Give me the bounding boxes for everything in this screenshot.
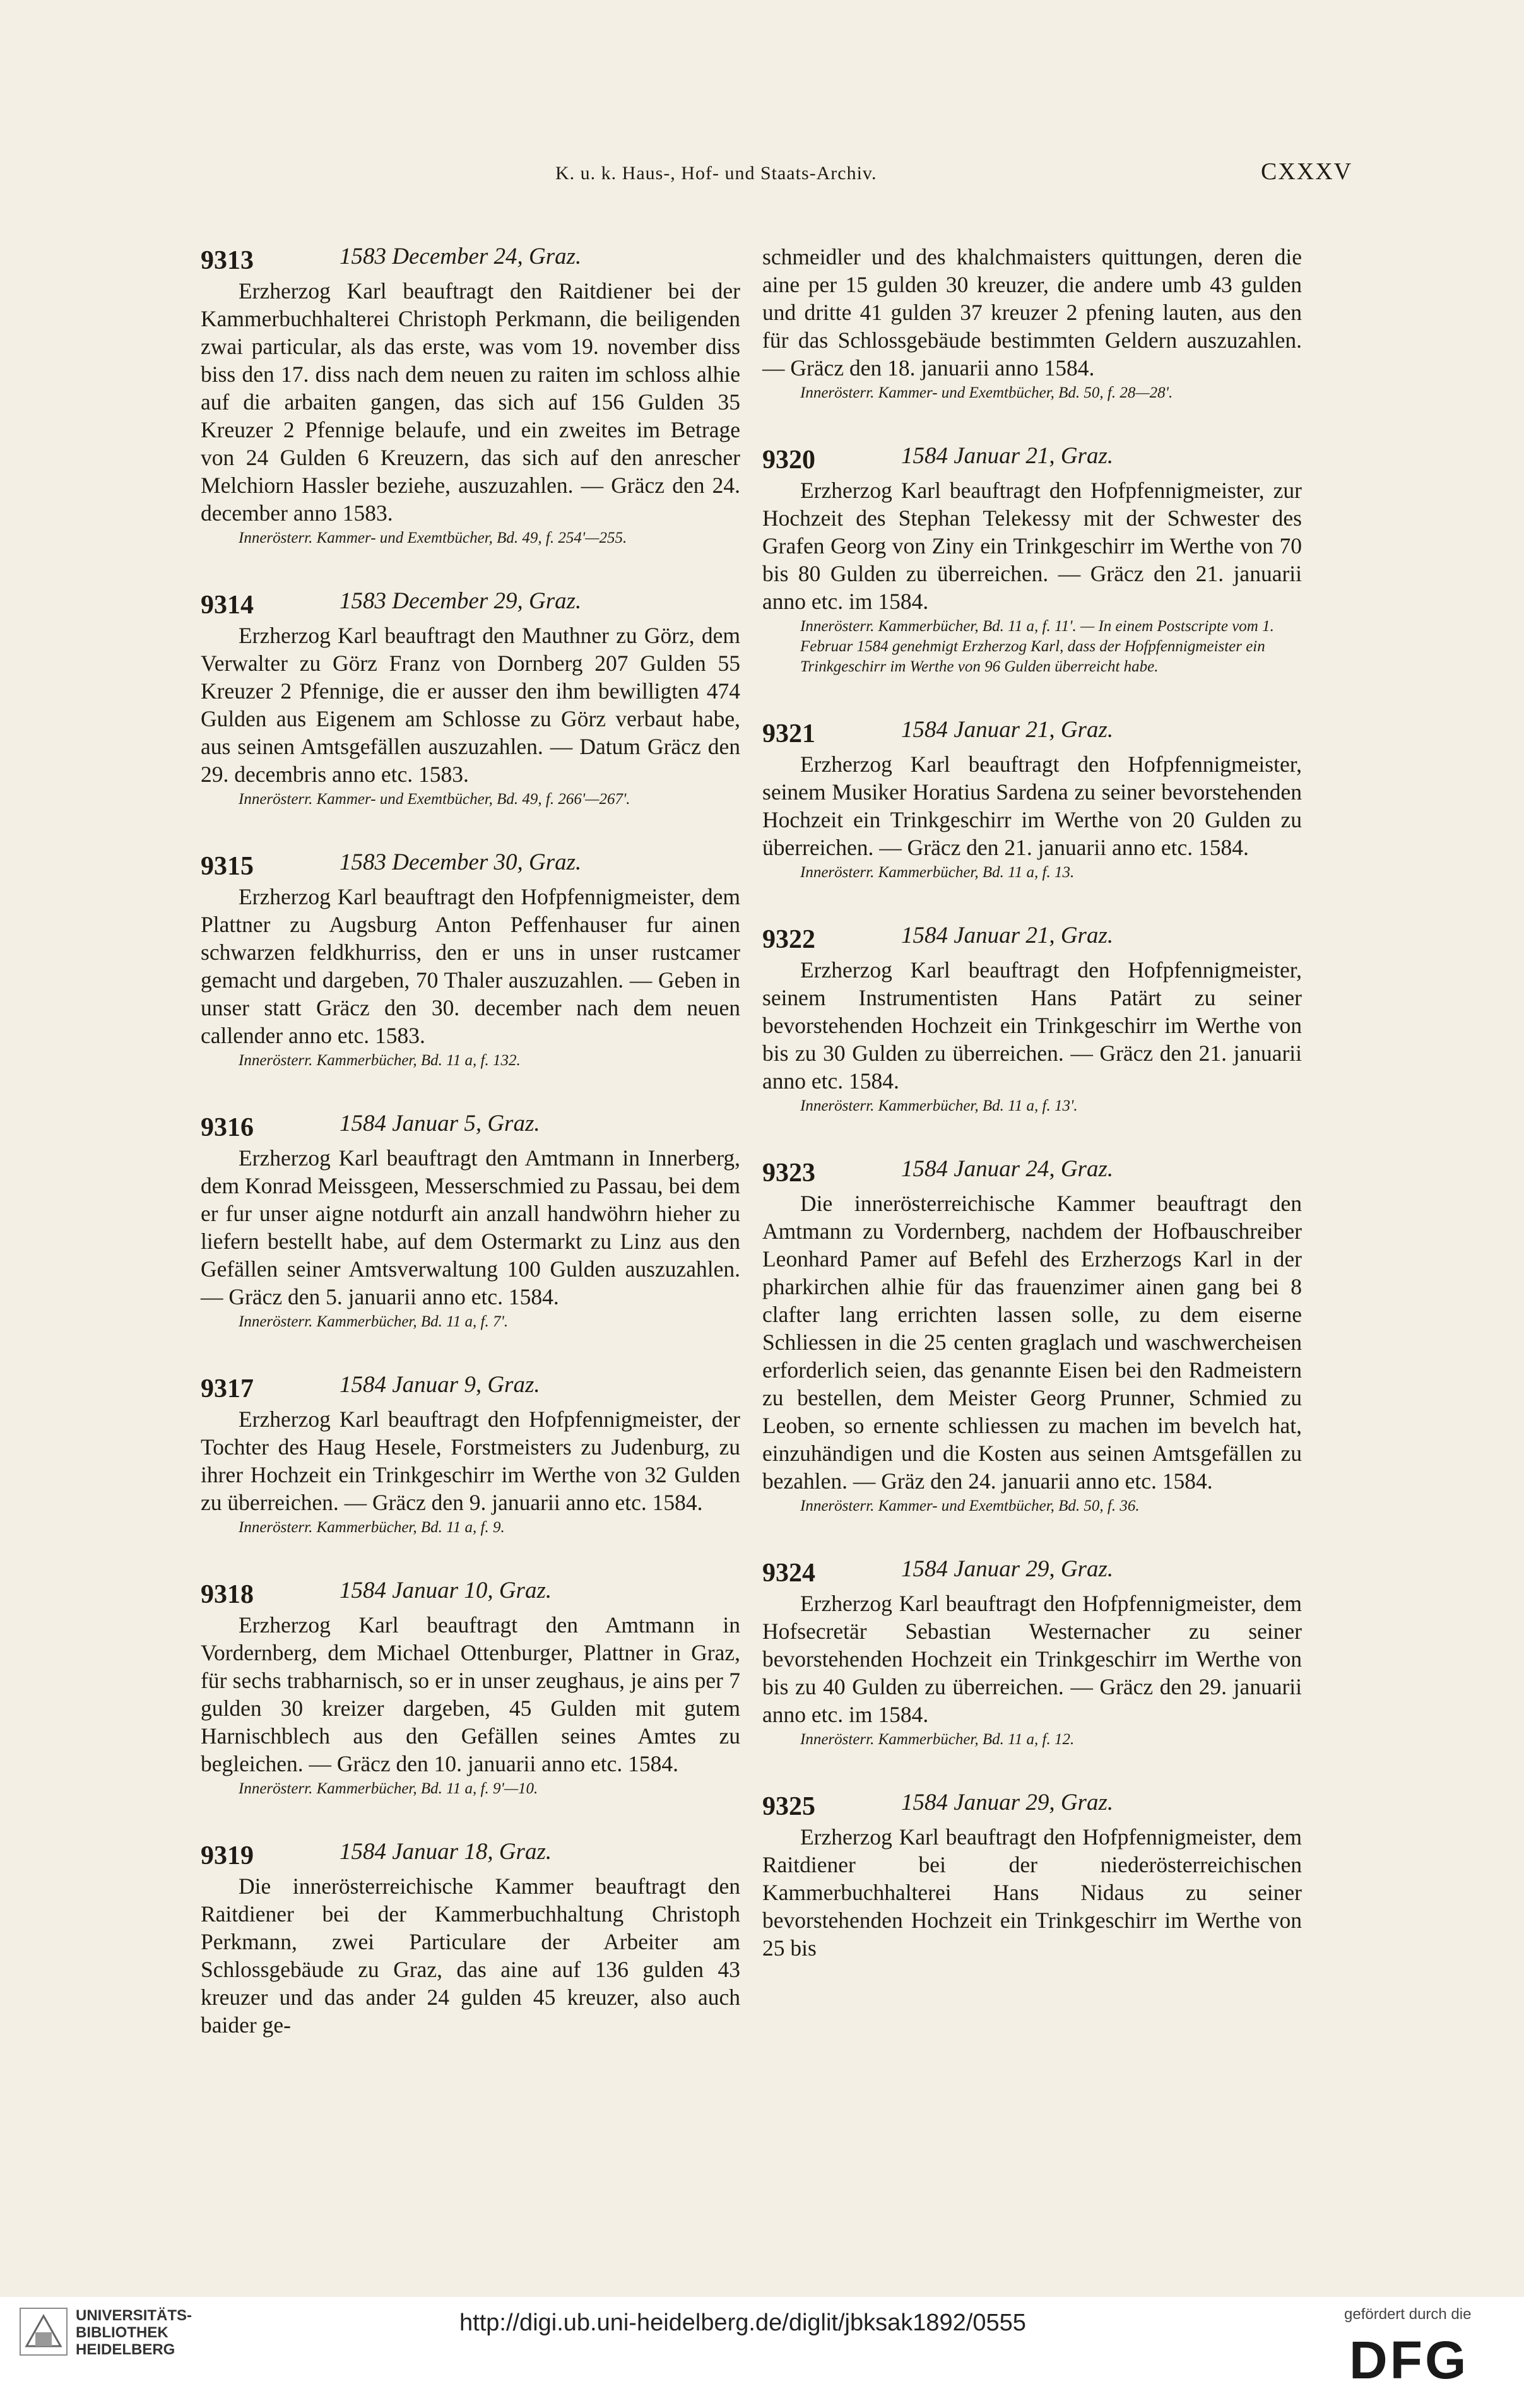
- running-head: K. u. k. Haus-, Hof- und Staats-Archiv.: [555, 163, 877, 184]
- entry-body: Erzherzog Karl beauftragt den Hofpfennigmeister, seinem Instrumentisten Hans Patärt zu seiner bevorstehenden Hochzeit ein Trinkgeschirr im Werthe von bis zu 30 Gulden zu überreichen. — Gräcz den 21. januarii anno etc. 1584.: [762, 957, 1302, 1094]
- entry-date: 1583 December 30, Graz.: [340, 849, 582, 875]
- page-number: CXXXV: [1261, 158, 1353, 185]
- entry-date: 1583 December 24, Graz.: [340, 244, 582, 269]
- entry-date: 1584 Januar 18, Graz.: [340, 1839, 552, 1865]
- entry-date: 1584 Januar 29, Graz.: [901, 1790, 1114, 1815]
- page-header: [0, 156, 1524, 194]
- entry-number: 9314: [201, 591, 254, 620]
- entry-date: 1584 Januar 5, Graz.: [340, 1111, 540, 1136]
- entry: [762, 1789, 1302, 1962]
- entry-source: Innerösterr. Kammerbücher, Bd. 11 a, f. 7'.: [239, 1313, 509, 1330]
- entry-source: Innerösterr. Kammerbücher, Bd. 11 a, f. 132.: [239, 1052, 521, 1069]
- entry-number: 9313: [201, 246, 254, 275]
- entry-body: Erzherzog Karl beauftragt den Hofpfennigmeister, der Tochter des Haug Hesele, Forstmeisters zu Judenburg, zu ihrer Hochzeit ein Trinkgeschirr im Werthe von 32 Gulden zu überreichen. — Gräcz den 9. januarii anno etc. 1584.: [201, 1407, 740, 1515]
- entry-number: 9316: [201, 1113, 254, 1142]
- entry-number: 9325: [762, 1792, 815, 1821]
- entry-body: Erzherzog Karl beauftragt den Hofpfennigmeister, zur Hochzeit des Stephan Telekessy mit der Schwester des Grafen Georg von Ziny ein Trinkgeschirr im Werthe von 70 bis 80 Gulden zu überreichen. — Gräcz den 21. januarii anno etc. im 1584.: [762, 478, 1302, 614]
- entry: [201, 587, 740, 810]
- entry-body: Erzherzog Karl beauftragt den Hofpfennigmeister, dem Plattner zu Augsburg Anton Peffenhauser fur ainen schwarzen feldkhurriss, den er uns in unser rustcamer gemacht und dargeben, 70 Thaler auszuzahlen. — Geben in unser statt Gräcz den 30. december nach dem neuen callender anno etc. 1583.: [201, 884, 740, 1048]
- entry-source: Innerösterr. Kammer- und Exemtbücher, Bd. 49, f. 266'—267'.: [239, 791, 630, 808]
- entry-source: Innerösterr. Kammerbücher, Bd. 11 a, f. 11'. — In einem Postscripte vom 1. Februar 1584 genehmigt Erzherzog Karl, dass der Hofpfennigmeister ein Trinkgeschirr im Werthe von 96 Gulden überreicht habe.: [800, 618, 1274, 675]
- entry-number: 9321: [762, 719, 815, 748]
- entry-number: 9318: [201, 1580, 254, 1609]
- entry-date: 1584 Januar 9, Graz.: [340, 1372, 540, 1398]
- entry-number: 9317: [201, 1374, 254, 1403]
- library-name: UNIVERSITÄTS- BIBLIOTHEK HEIDELBERG: [76, 2307, 192, 2358]
- entry-body: Erzherzog Karl beauftragt den Hofpfennigmeister, seinem Musiker Horatius Sardena zu seiner bevorstehenden Hochzeit ein Trinkgeschirr im Werthe von 20 Gulden zu überreichen. — Gräcz den 21. januarii anno etc. 1584.: [762, 752, 1302, 860]
- entry: [201, 1838, 740, 2039]
- dfg-logo: DFG: [1349, 2330, 1469, 2390]
- entry-date: 1584 Januar 21, Graz.: [901, 443, 1114, 469]
- entry: [762, 922, 1302, 1116]
- entry-source: Innerösterr. Kammer- und Exemtbücher, Bd. 50, f. 36.: [800, 1497, 1140, 1514]
- entry-number: 9323: [762, 1159, 815, 1188]
- entry-date: 1584 Januar 10, Graz.: [340, 1578, 552, 1603]
- entry-body: Die innerösterreichische Kammer beauftragt den Amtmann zu Vordernberg, nachdem der Hofbauschreiber Leonhard Pamer auf Befehl des Erzherzogs Karl in der pharkirchen alhie für das frauenzimer ainen gang bei 8 clafter lang errichten lassen solle, zu dem eiserne Schliessen in die 25 centen graglach und waschwercheisen erforderlich seien, das genannte Eisen bei den Radmeistern zu bestellen, dem Meister Georg Prunner, Schmied zu Leoben, so ernente schliessen zu machen im bevelch hat, einzuhändigen und die Kosten aus seinen Amtsgefällen zu bezahlen. — Gräz den 24. januarii anno etc. 1584.: [762, 1191, 1302, 1494]
- entry: [201, 243, 740, 548]
- left-column: [201, 243, 740, 2078]
- entry-body: Erzherzog Karl beauftragt den Hofpfennigmeister, dem Hofsecretär Sebastian Westernacher zu seiner bevorstehenden Hochzeit ein Trinkgeschirr im Werthe von bis zu 40 Gulden zu überreichen. — Gräcz den 29. januarii anno etc. im 1584.: [762, 1591, 1302, 1727]
- entry-body: Erzherzog Karl beauftragt den Hofpfennigmeister, dem Raitdiener bei der niederösterreichischen Kammerbuchhalterei Hans Nidaus zu seiner bevorstehenden Hochzeit ein Trinkgeschirr im Werthe von 25 bis: [762, 1824, 1302, 1961]
- entry-source: Innerösterr. Kammerbücher, Bd. 11 a, f. 13.: [800, 864, 1075, 881]
- entry: [762, 716, 1302, 883]
- university-library-logo-icon: [19, 2307, 68, 2356]
- entry-body: schmeidler und des khalchmaisters quittungen, deren die aine per 15 gulden 30 kreuzer, die andere umb 43 gulden und dritte 41 gulden 37 kreuzer 2 pfening lauten, aus den für das Schlossgebäude bestimmten Geldern auszuzahlen. — Gräcz den 18. januarii anno 1584.: [762, 244, 1302, 381]
- entry-number: 9320: [762, 446, 815, 475]
- entry-number: 9319: [201, 1841, 254, 1870]
- entry-body: Die innerösterreichische Kammer beauftragt den Raitdiener bei der Kammerbuchhaltung Christoph Perkmann, zwei Particulare der Arbeiter am Schlossgebäude zu Graz, das aine auf 136 gulden 43 kreuzer und das ander 24 gulden 45 kreuzer, also auch baider ge-: [201, 1874, 740, 2038]
- entry-date: 1583 December 29, Graz.: [340, 588, 582, 614]
- entry-number: 9322: [762, 925, 815, 954]
- entry-date: 1584 Januar 24, Graz.: [901, 1156, 1114, 1182]
- entry-source: Innerösterr. Kammerbücher, Bd. 11 a, f. 13'.: [800, 1097, 1078, 1114]
- entry: [762, 442, 1302, 677]
- entry: [201, 1577, 740, 1799]
- entry: [201, 1371, 740, 1538]
- entry-continuation: [762, 243, 1302, 403]
- entry-body: Erzherzog Karl beauftragt den Amtmann in Innerberg, dem Konrad Meissgeen, Messerschmied zu Passau, bei dem er fur unser aigne notdurft ain anzall handwöhrn hieher zu liefern bestellt habe, auf dem Ostermarkt zu Linz aus den Gefällen seiner Amtsverwaltung 100 Gulden auszuzahlen. — Gräcz den 5. januarii anno etc. 1584.: [201, 1145, 740, 1309]
- entry-source: Innerösterr. Kammer- und Exemtbücher, Bd. 50, f. 28—28'.: [800, 384, 1173, 401]
- entry: [762, 1155, 1302, 1516]
- right-column: [762, 243, 1302, 2001]
- entry-body: Erzherzog Karl beauftragt den Raitdiener bei der Kammerbuchhalterei Christoph Perkmann, die beiligenden zwai particular, als das erste, was vom 19. november diss biss den 17. diss nach dem neuen zu raiten im schloss alhie auf die arbaiten gangen, das sich auf 156 Gulden 35 Kreuzer 2 Pfennige belaufe, und ein zweites im Betrage von 24 Gulden 6 Kreuzern, das sich auf den anrescher Melchiorn Hassler beziehe, auszuzahlen. — Gräcz den 24. december anno 1583.: [201, 278, 740, 526]
- entry-date: 1584 Januar 21, Graz.: [901, 923, 1114, 948]
- entry-date: 1584 Januar 21, Graz.: [901, 717, 1114, 743]
- entry-body: Erzherzog Karl beauftragt den Amtmann in Vordernberg, dem Michael Ottenburger, Plattner in Graz, für sechs trabharnisch, so er in unser zeughaus, je ains per 7 gulden 30 kreizer dargeben, 45 Gulden mit gutem Harnischblech aus den Gefällen seines Amtes zu begleichen. — Gräcz den 10. januarii anno etc. 1584.: [201, 1612, 740, 1776]
- entry: [201, 849, 740, 1071]
- entry-source: Innerösterr. Kammerbücher, Bd. 11 a, f. 9.: [239, 1519, 505, 1536]
- entry-number: 9324: [762, 1559, 815, 1588]
- entry-date: 1584 Januar 29, Graz.: [901, 1556, 1114, 1582]
- entry-source: Innerösterr. Kammer- und Exemtbücher, Bd. 49, f. 254'—255.: [239, 529, 627, 546]
- entry-source: Innerösterr. Kammerbücher, Bd. 11 a, f. 9'—10.: [239, 1780, 538, 1797]
- entry: [201, 1110, 740, 1332]
- entry-number: 9315: [201, 852, 254, 881]
- entry-body: Erzherzog Karl beauftragt den Mauthner zu Görz, dem Verwalter zu Görz Franz von Dornberg 207 Gulden 55 Kreuzer 2 Pfennige, die er ausser den ihm bewilligten 474 Gulden aus Eigenem am Schlosse zu Görz verbaut habe, aus seinen Amtsgefällen auszuzahlen. — Datum Gräcz den 29. decembris anno etc. 1583.: [201, 623, 740, 787]
- entry-source: Innerösterr. Kammerbücher, Bd. 11 a, f. 12.: [800, 1731, 1075, 1748]
- funder-caption: gefördert durch die: [1344, 2306, 1472, 2323]
- digitization-footer: [0, 2297, 1524, 2408]
- permalink[interactable]: http://digi.ub.uni-heidelberg.de/diglit/jbksak1892/0555: [459, 2310, 1026, 2336]
- entry: [762, 1555, 1302, 1750]
